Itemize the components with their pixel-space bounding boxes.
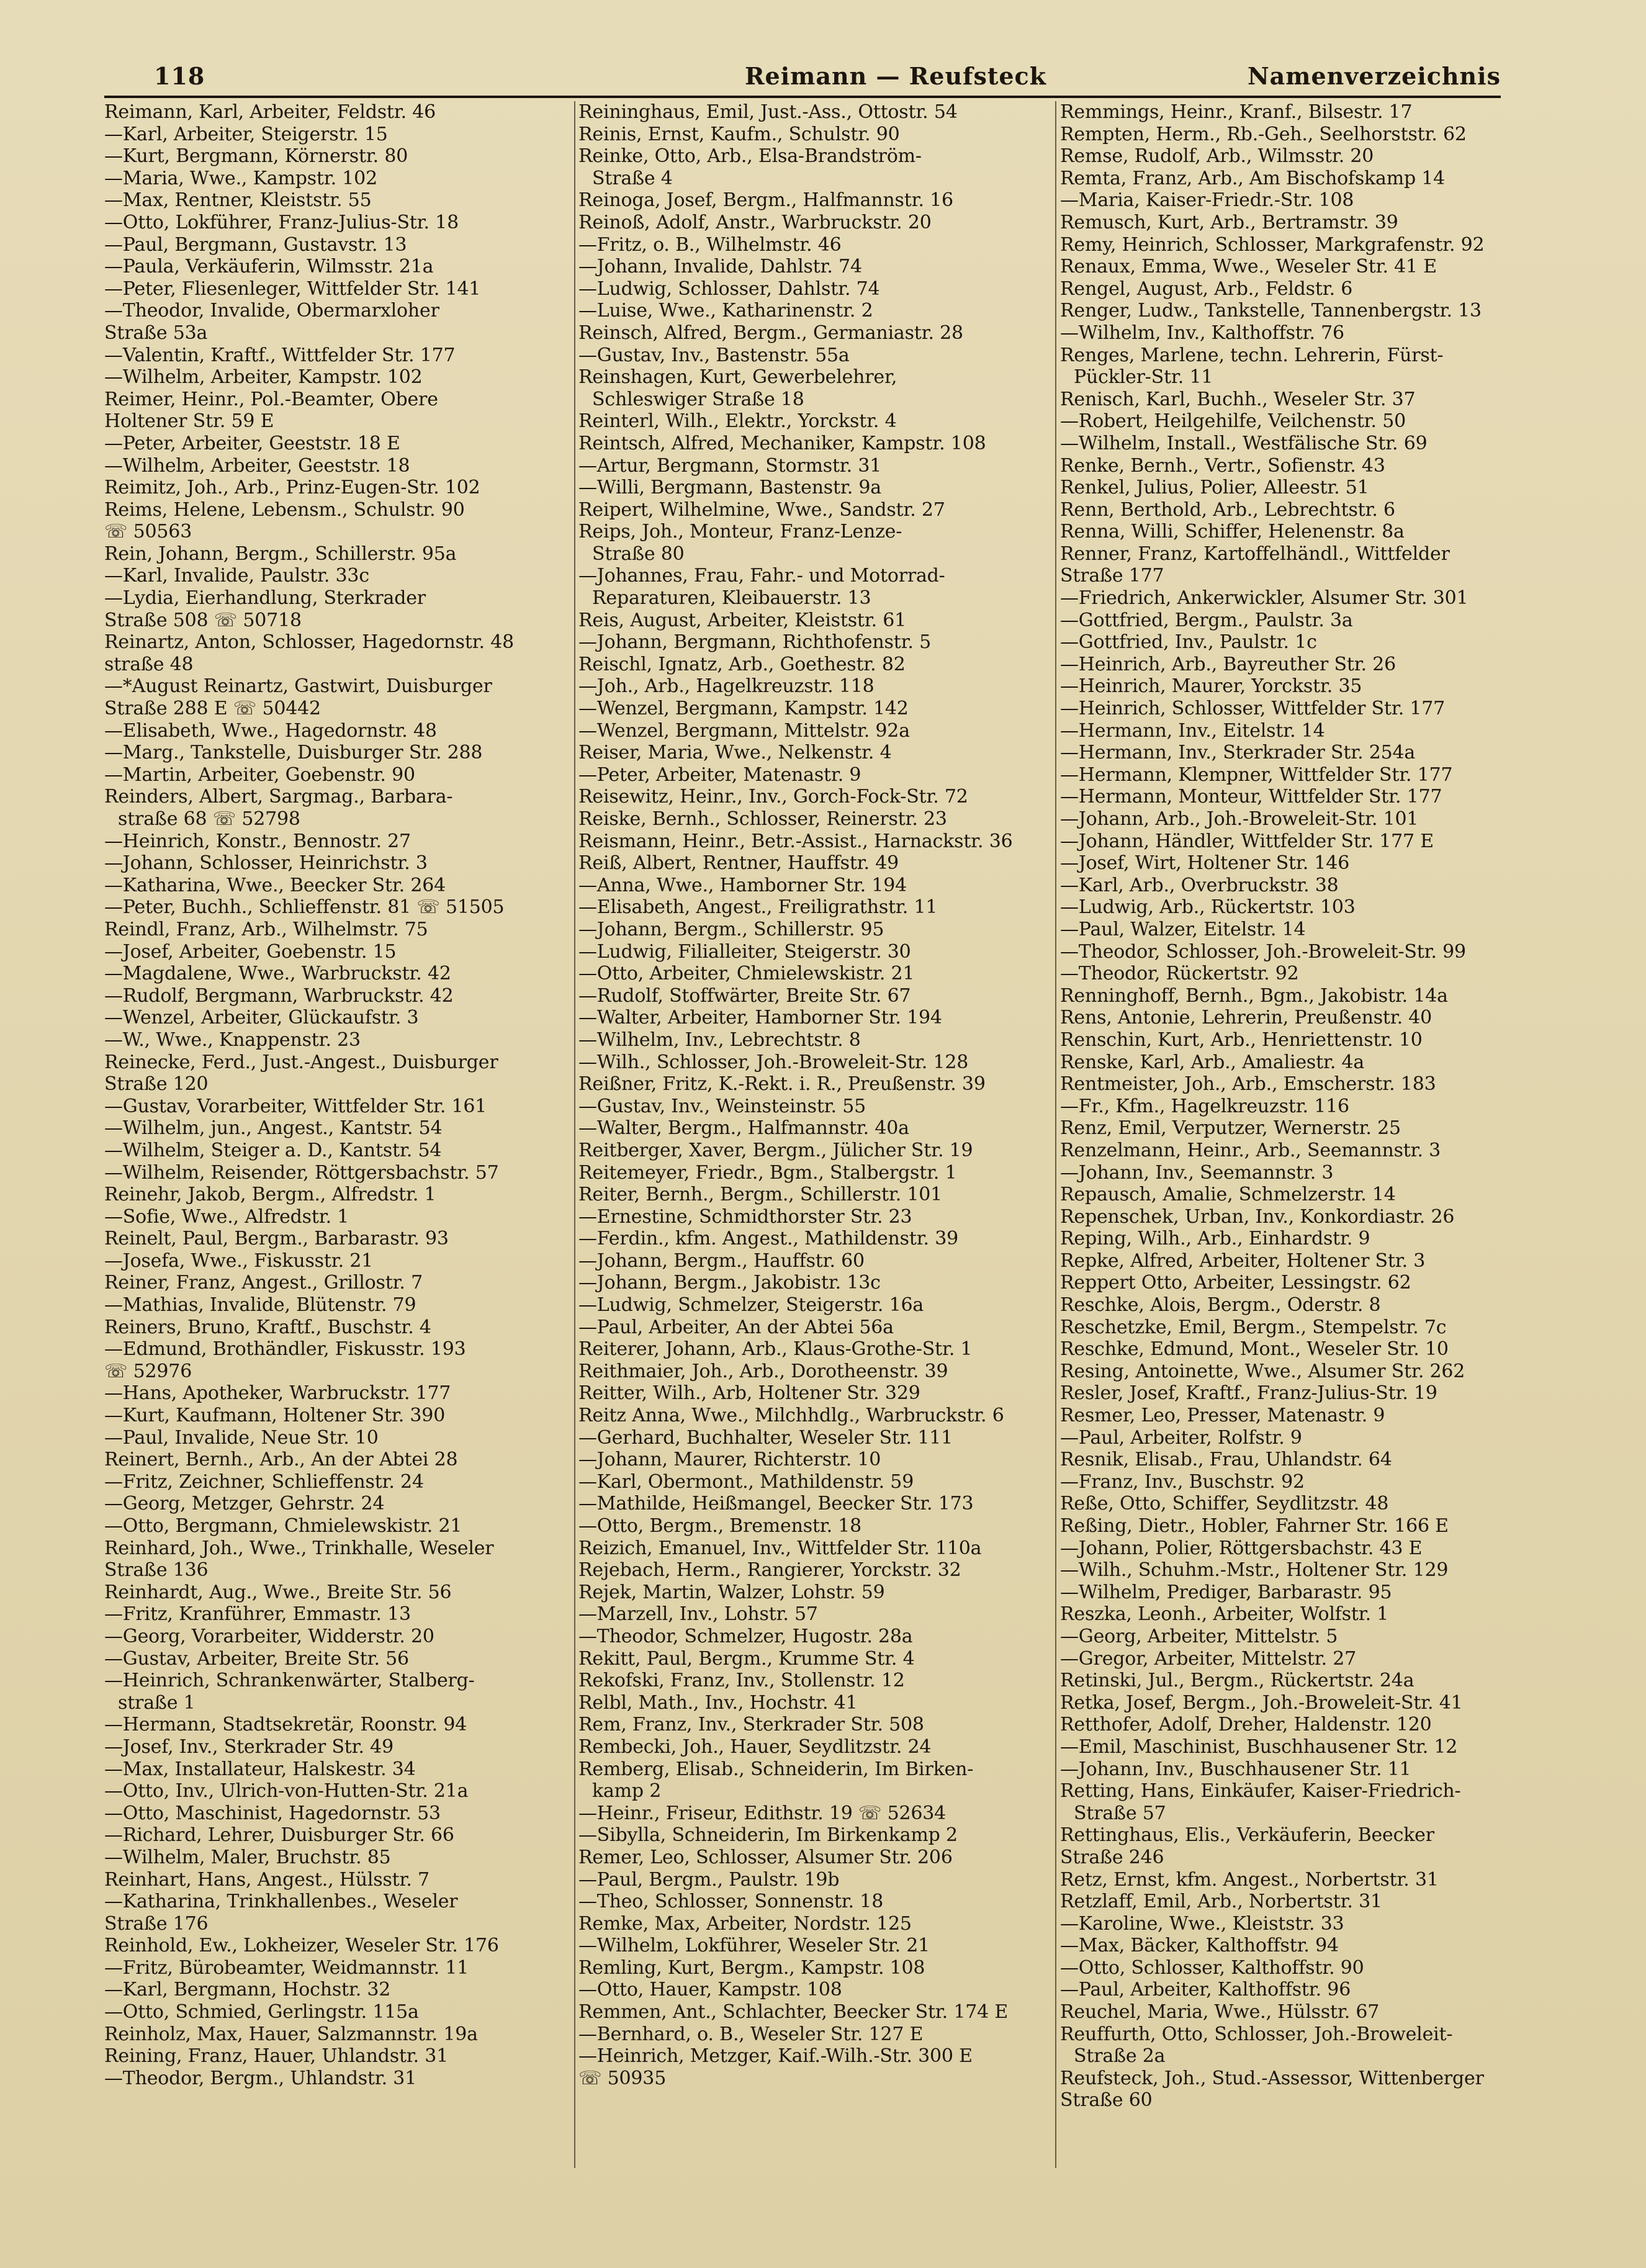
directory-entry-line: —Ludwig, Filialleiter, Steigerstr. 30 bbox=[578, 940, 911, 963]
directory-entry-line: Reinsch, Alfred, Bergm., Germaniastr. 28 bbox=[578, 322, 963, 344]
directory-entry-line: Renger, Ludw., Tankstelle, Tannenbergstr. 13 bbox=[1060, 300, 1482, 322]
directory-entry-line: —Wenzel, Arbeiter, Glückaufstr. 3 bbox=[104, 1007, 419, 1029]
directory-entry-line: —Otto, Arbeiter, Chmielewskistr. 21 bbox=[578, 963, 915, 985]
directory-entry-line: —*August Reinartz, Gastwirt, Duisburger bbox=[104, 675, 492, 698]
directory-entry-line: Reis, August, Arbeiter, Kleiststr. 61 bbox=[578, 609, 907, 631]
directory-entry-line: Straße 177 bbox=[1060, 565, 1164, 587]
directory-entry-line: —Johann, Arb., Joh.-Broweleit-Str. 101 bbox=[1060, 808, 1419, 830]
directory-entry-line: —Paul, Arbeiter, Rolfstr. 9 bbox=[1060, 1426, 1302, 1449]
directory-entry-line: Reimann, Karl, Arbeiter, Feldstr. 46 bbox=[104, 101, 436, 123]
directory-entry-line: Retz, Ernst, kfm. Angest., Norbertstr. 31 bbox=[1060, 1868, 1439, 1891]
header-rule bbox=[104, 96, 1501, 98]
directory-entry-line: Reinshagen, Kurt, Gewerbelehrer, bbox=[578, 366, 897, 389]
directory-entry-line: Reppert Otto, Arbeiter, Lessingstr. 62 bbox=[1060, 1272, 1411, 1294]
directory-entry-line: —Otto, Lokführer, Franz-Julius-Str. 18 bbox=[104, 211, 459, 233]
directory-entry-line: Renninghoff, Bernh., Bgm., Jakobistr. 14a bbox=[1060, 984, 1448, 1007]
directory-entry-line: Holtener Str. 59 E bbox=[104, 410, 274, 433]
directory-entry-line: —Johann, Schlosser, Heinrichstr. 3 bbox=[104, 852, 428, 875]
directory-entry-line: Reims, Helene, Lebensm., Schulstr. 90 bbox=[104, 498, 465, 521]
directory-entry-line: —Paul, Walzer, Eitelstr. 14 bbox=[1060, 918, 1306, 940]
directory-entry-line: Remberg, Elisab., Schneiderin, Im Birken- bbox=[578, 1758, 974, 1780]
directory-entry-line: Remmings, Heinr., Kranf., Bilsestr. 17 bbox=[1060, 101, 1413, 123]
directory-entry-line: Reßing, Dietr., Hobler, Fahrner Str. 166 E bbox=[1060, 1515, 1449, 1537]
directory-entry-line: —Wilhelm, Prediger, Barbarastr. 95 bbox=[1060, 1581, 1392, 1603]
directory-entry-line: —Heinrich, Schrankenwärter, Stalberg- bbox=[104, 1670, 475, 1692]
directory-entry-line: Reipert, Wilhelmine, Wwe., Sandstr. 27 bbox=[578, 498, 945, 521]
directory-entry-line: —Richard, Lehrer, Duisburger Str. 66 bbox=[104, 1824, 454, 1847]
directory-entry-line: —Paul, Arbeiter, An der Abtei 56a bbox=[578, 1316, 894, 1338]
directory-entry-line: —Franz, Inv., Buschstr. 92 bbox=[1060, 1470, 1305, 1493]
directory-entry-line: —Wilhelm, Arbeiter, Kampstr. 102 bbox=[104, 366, 423, 389]
directory-entry-line: —Robert, Heilgehilfe, Veilchenstr. 50 bbox=[1060, 410, 1406, 433]
directory-entry-line: straße 1 bbox=[118, 1691, 196, 1714]
directory-entry-line: —Fritz, Bürobeamter, Weidmannstr. 11 bbox=[104, 1956, 469, 1979]
directory-entry-line: Renn, Berthold, Arb., Lebrechtstr. 6 bbox=[1060, 498, 1395, 521]
directory-entry-line: —Edmund, Brothändler, Fiskusstr. 193 bbox=[104, 1338, 466, 1361]
section-title: Namenverzeichnis bbox=[1247, 62, 1501, 90]
directory-entry-line: —Kurt, Bergmann, Körnerstr. 80 bbox=[104, 145, 408, 168]
directory-entry-line: Remer, Leo, Schlosser, Alsumer Str. 206 bbox=[578, 1846, 953, 1868]
directory-entry-line: —Josef, Arbeiter, Goebenstr. 15 bbox=[104, 940, 397, 963]
directory-entry-line: —Johann, Inv., Seemannstr. 3 bbox=[1060, 1161, 1334, 1184]
directory-entry-line: —Marzell, Inv., Lohstr. 57 bbox=[578, 1603, 818, 1626]
directory-entry-line: —Hermann, Monteur, Wittfelder Str. 177 bbox=[1060, 786, 1442, 808]
directory-entry-line: Straße 246 bbox=[1060, 1846, 1164, 1868]
directory-entry-line: —Johann, Inv., Buschhausener Str. 11 bbox=[1060, 1758, 1411, 1780]
directory-entry-line: Rejebach, Herm., Rangierer, Yorckstr. 32 bbox=[578, 1559, 961, 1582]
directory-entry-line: —Johann, Bergm., Hauffstr. 60 bbox=[578, 1249, 865, 1272]
directory-entry-line: —Peter, Fliesenleger, Wittfelder Str. 141 bbox=[104, 277, 481, 300]
directory-entry-line: Rembecki, Joh., Hauer, Seydlitzstr. 24 bbox=[578, 1735, 932, 1758]
directory-entry-line: —Georg, Vorarbeiter, Widderstr. 20 bbox=[104, 1625, 434, 1647]
directory-entry-line: —Heinrich, Arb., Bayreuther Str. 26 bbox=[1060, 653, 1396, 675]
directory-entry-line: —Anna, Wwe., Hamborner Str. 194 bbox=[578, 874, 907, 896]
directory-entry-line: —Fritz, Kranführer, Emmastr. 13 bbox=[104, 1603, 411, 1626]
directory-entry-line: —Gustav, Inv., Bastenstr. 55a bbox=[578, 344, 850, 366]
directory-entry-line: Remke, Max, Arbeiter, Nordstr. 125 bbox=[578, 1912, 912, 1935]
directory-entry-line: Repke, Alfred, Arbeiter, Holtener Str. 3 bbox=[1060, 1249, 1426, 1272]
directory-entry-line: Rejek, Martin, Walzer, Lohstr. 59 bbox=[578, 1581, 885, 1603]
directory-entry-line: —Hermann, Stadtsekretär, Roonstr. 94 bbox=[104, 1714, 467, 1736]
directory-entry-line: —Elisabeth, Wwe., Hagedornstr. 48 bbox=[104, 719, 437, 742]
directory-entry-line: Straße 60 bbox=[1060, 2089, 1153, 2112]
directory-entry-line: Reinis, Ernst, Kaufm., Schulstr. 90 bbox=[578, 123, 900, 145]
directory-entry-line: —Max, Installateur, Halskestr. 34 bbox=[104, 1758, 416, 1780]
directory-entry-line: straße 68 ☏ 52798 bbox=[118, 808, 300, 830]
directory-entry-line: Reping, Wilh., Arb., Einhardstr. 9 bbox=[1060, 1228, 1370, 1250]
directory-entry-line: Straße 508 ☏ 50718 bbox=[104, 609, 302, 631]
directory-entry-line: Reinert, Bernh., Arb., An der Abtei 28 bbox=[104, 1449, 458, 1471]
directory-entry-line: —Gerhard, Buchhalter, Weseler Str. 111 bbox=[578, 1426, 953, 1449]
directory-entry-line: —Hermann, Klempner, Wittfelder Str. 177 bbox=[1060, 763, 1453, 786]
directory-entry-line: Renisch, Karl, Buchh., Weseler Str. 37 bbox=[1060, 388, 1416, 410]
directory-entry-line: Remy, Heinrich, Schlosser, Markgrafenstr. 92 bbox=[1060, 233, 1485, 256]
column-1 bbox=[104, 101, 570, 2168]
directory-entry-line: —Wenzel, Bergmann, Mittelstr. 92a bbox=[578, 719, 910, 742]
directory-entry-line: —Hermann, Inv., Eitelstr. 14 bbox=[1060, 719, 1325, 742]
directory-entry-line: Reinke, Otto, Arb., Elsa-Brandström- bbox=[578, 145, 922, 168]
directory-entry-line: Reiske, Bernh., Schlosser, Reinerstr. 23 bbox=[578, 808, 947, 830]
directory-entry-line: Renges, Marlene, techn. Lehrerin, Fürst- bbox=[1060, 344, 1444, 366]
directory-entry-line: —Wilhelm, Inv., Lebrechtstr. 8 bbox=[578, 1028, 861, 1051]
directory-entry-line: —Marg., Tankstelle, Duisburger Str. 288 bbox=[104, 742, 483, 764]
directory-entry-line: —Max, Bäcker, Kalthoffstr. 94 bbox=[1060, 1935, 1339, 1957]
directory-entry-line: Renzelmann, Heinr., Arb., Seemannstr. 3 bbox=[1060, 1139, 1441, 1161]
directory-entry-line: Remmen, Ant., Schlachter, Beecker Str. 174 E bbox=[578, 2001, 1009, 2023]
directory-entry-line: Rettinghaus, Elis., Verkäuferin, Beecker bbox=[1060, 1824, 1434, 1847]
directory-entry-line: —Georg, Metzger, Gehrstr. 24 bbox=[104, 1493, 385, 1515]
directory-entry-line: —Wilhelm, Steiger a. D., Kantstr. 54 bbox=[104, 1139, 442, 1161]
directory-entry-line: Reschke, Alois, Bergm., Oderstr. 8 bbox=[1060, 1294, 1381, 1316]
directory-entry-line: Remta, Franz, Arb., Am Bischofskamp 14 bbox=[1060, 167, 1446, 189]
directory-entry-line: Straße 288 E ☏ 50442 bbox=[104, 698, 321, 720]
directory-entry-line: Renke, Bernh., Vertr., Sofienstr. 43 bbox=[1060, 454, 1385, 477]
directory-entry-line: —Artur, Bergmann, Stormstr. 31 bbox=[578, 454, 882, 477]
directory-entry-line: kamp 2 bbox=[592, 1780, 662, 1802]
directory-entry-line: Reinoß, Adolf, Anstr., Warbruckstr. 20 bbox=[578, 211, 932, 233]
directory-entry-line: Reiß, Albert, Rentner, Hauffstr. 49 bbox=[578, 852, 899, 875]
directory-entry-line: —Gottfried, Bergm., Paulstr. 3a bbox=[1060, 609, 1353, 631]
directory-entry-line: —Lydia, Eierhandlung, Sterkrader bbox=[104, 587, 426, 610]
directory-entry-line: Resler, Josef, Kraftf., Franz-Julius-Str. 19 bbox=[1060, 1382, 1437, 1405]
directory-entry-line: —Gregor, Arbeiter, Mittelstr. 27 bbox=[1060, 1647, 1357, 1670]
directory-entry-line: —Sofie, Wwe., Alfredstr. 1 bbox=[104, 1205, 349, 1228]
directory-entry-line: —Maria, Kaiser-Friedr.-Str. 108 bbox=[1060, 189, 1354, 212]
directory-entry-line: —Otto, Maschinist, Hagedornstr. 53 bbox=[104, 1802, 441, 1824]
directory-entry-line: —Georg, Arbeiter, Mittelstr. 5 bbox=[1060, 1625, 1338, 1647]
directory-entry-line: —Johann, Invalide, Dahlstr. 74 bbox=[578, 256, 862, 278]
directory-entry-line: —Gustav, Arbeiter, Breite Str. 56 bbox=[104, 1647, 409, 1670]
directory-entry-line: Reinders, Albert, Sargmag., Barbara- bbox=[104, 786, 453, 808]
directory-entry-line: —Wilhelm, Arbeiter, Geeststr. 18 bbox=[104, 454, 410, 477]
directory-entry-line: —Otto, Hauer, Kampstr. 108 bbox=[578, 1979, 842, 2001]
directory-entry-line: straße 48 bbox=[104, 653, 194, 675]
directory-entry-line: —Heinrich, Maurer, Yorckstr. 35 bbox=[1060, 675, 1362, 698]
directory-entry-line: Remusch, Kurt, Arb., Bertramstr. 39 bbox=[1060, 211, 1398, 233]
directory-entry-line: —Otto, Schlosser, Kalthoffstr. 90 bbox=[1060, 1956, 1364, 1979]
directory-entry-line: Reismann, Heinr., Betr.-Assist., Harnackstr. 36 bbox=[578, 830, 1013, 852]
directory-entry-line: —Josef, Wirt, Holtener Str. 146 bbox=[1060, 852, 1350, 875]
directory-entry-line: —Joh., Arb., Hagelkreuzstr. 118 bbox=[578, 675, 875, 698]
directory-entry-line: —Heinrich, Schlosser, Wittfelder Str. 177 bbox=[1060, 698, 1446, 720]
directory-entry-line: Retthofer, Adolf, Dreher, Haldenstr. 120 bbox=[1060, 1714, 1432, 1736]
directory-entry-line: —Karl, Arbeiter, Steigerstr. 15 bbox=[104, 123, 388, 145]
column-3 bbox=[1060, 101, 1526, 2168]
directory-entry-line: Reuchel, Maria, Wwe., Hülsstr. 67 bbox=[1060, 2001, 1380, 2023]
directory-entry-line: Reiterer, Johann, Arb., Klaus-Grothe-Str. 1 bbox=[578, 1338, 973, 1361]
directory-entry-line: Reinecke, Ferd., Just.-Angest., Duisburger bbox=[104, 1051, 498, 1073]
directory-entry-line: —Karl, Invalide, Paulstr. 33c bbox=[104, 565, 369, 587]
directory-entry-line: —Wilhelm, Inv., Kalthoffstr. 76 bbox=[1060, 322, 1344, 344]
directory-entry-line: —Wilhelm, Maler, Bruchstr. 85 bbox=[104, 1846, 391, 1868]
page-number: 118 bbox=[154, 62, 205, 90]
directory-entry-line: Reuffurth, Otto, Schlosser, Joh.-Broweleit- bbox=[1060, 2023, 1453, 2045]
directory-entry-line: Retinski, Jul., Bergm., Rückertstr. 24a bbox=[1060, 1670, 1414, 1692]
directory-entry-line: —Hermann, Inv., Sterkrader Str. 254a bbox=[1060, 742, 1416, 764]
directory-entry-line: —Wilhelm, Install., Westfälische Str. 69 bbox=[1060, 432, 1428, 454]
directory-entry-line: Retka, Josef, Bergm., Joh.-Broweleit-Str. 41 bbox=[1060, 1691, 1463, 1714]
directory-entry-line: —Johann, Bergmann, Richthofenstr. 5 bbox=[578, 631, 931, 654]
directory-entry-line: Straße 80 bbox=[592, 542, 685, 565]
directory-entry-line: —Heinrich, Metzger, Kaif.-Wilh.-Str. 300 E bbox=[578, 2045, 973, 2068]
directory-entry-line: —Willi, Bergmann, Bastenstr. 9a bbox=[578, 477, 881, 499]
directory-entry-line: —Gustav, Inv., Weinsteinstr. 55 bbox=[578, 1095, 866, 1117]
directory-entry-line: Remse, Rudolf, Arb., Wilmsstr. 20 bbox=[1060, 145, 1374, 168]
directory-entry-line: —Peter, Arbeiter, Geeststr. 18 E bbox=[104, 432, 400, 454]
directory-entry-line: Straße 176 bbox=[104, 1912, 209, 1935]
directory-entry-line: —Martin, Arbeiter, Goebenstr. 90 bbox=[104, 763, 415, 786]
directory-entry-line: Pückler-Str. 11 bbox=[1074, 366, 1213, 389]
directory-entry-line: Reinoga, Josef, Bergm., Halfmannstr. 16 bbox=[578, 189, 953, 212]
directory-entry-line: Reißner, Fritz, K.-Rekt. i. R., Preußenstr. 39 bbox=[578, 1073, 986, 1096]
name-range: Reimann — Reufsteck bbox=[744, 62, 1047, 90]
directory-entry-line: —Johannes, Frau, Fahr.- und Motorrad- bbox=[578, 565, 945, 587]
directory-entry-line: —Paula, Verkäuferin, Wilmsstr. 21a bbox=[104, 256, 434, 278]
directory-entry-line: —Luise, Wwe., Katharinenstr. 2 bbox=[578, 300, 873, 322]
directory-entry-line: —Rudolf, Stoffwärter, Breite Str. 67 bbox=[578, 984, 911, 1007]
directory-entry-line: —Rudolf, Bergmann, Warbruckstr. 42 bbox=[104, 984, 454, 1007]
directory-entry-line: Repenschek, Urban, Inv., Konkordiastr. 26 bbox=[1060, 1205, 1455, 1228]
directory-entry-line: —Karl, Bergmann, Hochstr. 32 bbox=[104, 1979, 391, 2001]
directory-entry-line: —Wilh., Schuhm.-Mstr., Holtener Str. 129 bbox=[1060, 1559, 1449, 1582]
directory-entry-line: Renkel, Julius, Polier, Alleestr. 51 bbox=[1060, 477, 1369, 499]
directory-entry-line: Rempten, Herm., Rb.-Geh., Seelhorststr. 62 bbox=[1060, 123, 1467, 145]
directory-entry-line: —Ferdin., kfm. Angest., Mathildenstr. 39 bbox=[578, 1228, 958, 1250]
directory-entry-line: Reinterl, Wilh., Elektr., Yorckstr. 4 bbox=[578, 410, 897, 433]
directory-entry-line: Rentmeister, Joh., Arb., Emscherstr. 183 bbox=[1060, 1073, 1436, 1096]
directory-entry-line: —Wilhelm, jun., Angest., Kantstr. 54 bbox=[104, 1117, 443, 1140]
directory-entry-line: —Walter, Arbeiter, Hamborner Str. 194 bbox=[578, 1007, 942, 1029]
directory-entry-line: Reße, Otto, Schiffer, Seydlitzstr. 48 bbox=[1060, 1493, 1389, 1515]
directory-entry-line: —Theodor, Bergm., Uhlandstr. 31 bbox=[104, 2067, 417, 2089]
directory-entry-line: —Magdalene, Wwe., Warbruckstr. 42 bbox=[104, 963, 451, 985]
directory-entry-line: —Theodor, Invalide, Obermarxloher bbox=[104, 300, 439, 322]
directory-entry-line: —Wilh., Schlosser, Joh.-Broweleit-Str. 128 bbox=[578, 1051, 969, 1073]
directory-entry-line: —Johann, Polier, Röttgersbachstr. 43 E bbox=[1060, 1537, 1423, 1559]
directory-entry-line: Retzlaff, Emil, Arb., Norbertstr. 31 bbox=[1060, 1891, 1382, 1913]
directory-entry-line: Reitz Anna, Wwe., Milchhdlg., Warbruckstr. 6 bbox=[578, 1405, 1004, 1427]
directory-entry-line: Reiser, Maria, Wwe., Nelkenstr. 4 bbox=[578, 742, 892, 764]
directory-entry-line: Rens, Antonie, Lehrerin, Preußenstr. 40 bbox=[1060, 1007, 1432, 1029]
directory-entry-line: —Hans, Apotheker, Warbruckstr. 177 bbox=[104, 1382, 451, 1405]
directory-entry-line: Reithmaier, Joh., Arb., Dorotheenstr. 39 bbox=[578, 1360, 948, 1382]
directory-entry-line: —Paul, Invalide, Neue Str. 10 bbox=[104, 1426, 379, 1449]
directory-entry-line: —Mathias, Invalide, Blütenstr. 79 bbox=[104, 1294, 416, 1316]
directory-entry-line: Retting, Hans, Einkäufer, Kaiser-Friedrich- bbox=[1060, 1780, 1461, 1802]
directory-entry-line: ☏ 52976 bbox=[104, 1360, 192, 1382]
directory-entry-line: —Theodor, Schlosser, Joh.-Broweleit-Str. 99 bbox=[1060, 940, 1466, 963]
directory-entry-line: —Johann, Bergm., Schillerstr. 95 bbox=[578, 918, 884, 940]
directory-entry-line: —Sibylla, Schneiderin, Im Birkenkamp 2 bbox=[578, 1824, 958, 1847]
directory-entry-line: Resnik, Elisab., Frau, Uhlandstr. 64 bbox=[1060, 1449, 1392, 1471]
directory-entry-line: Resing, Antoinette, Wwe., Alsumer Str. 262 bbox=[1060, 1360, 1465, 1382]
directory-entry-line: Reimer, Heinr., Pol.-Beamter, Obere bbox=[104, 388, 438, 410]
directory-entry-line: —Fr., Kfm., Hagelkreuzstr. 116 bbox=[1060, 1095, 1349, 1117]
directory-entry-line: Straße 57 bbox=[1074, 1802, 1166, 1824]
directory-entry-line: —Wilhelm, Reisender, Röttgersbachstr. 57 bbox=[104, 1161, 499, 1184]
directory-entry-line: —Max, Rentner, Kleiststr. 55 bbox=[104, 189, 372, 212]
directory-entry-line: Resmer, Leo, Presser, Matenastr. 9 bbox=[1060, 1405, 1385, 1427]
directory-entry-line: —Heinrich, Konstr., Bennostr. 27 bbox=[104, 830, 411, 852]
directory-entry-line: Reiners, Bruno, Kraftf., Buschstr. 4 bbox=[104, 1316, 431, 1338]
directory-entry-line: —Otto, Schmied, Gerlingstr. 115a bbox=[104, 2001, 419, 2023]
directory-entry-line: Reinehr, Jakob, Bergm., Alfredstr. 1 bbox=[104, 1184, 436, 1206]
directory-entry-line: Straße 136 bbox=[104, 1559, 209, 1582]
directory-entry-line: Reining, Franz, Hauer, Uhlandstr. 31 bbox=[104, 2045, 449, 2068]
directory-entry-line: —Bernhard, o. B., Weseler Str. 127 E bbox=[578, 2023, 924, 2045]
directory-entry-line: —Karl, Arb., Overbruckstr. 38 bbox=[1060, 874, 1339, 896]
directory-entry-line: —Gustav, Vorarbeiter, Wittfelder Str. 161 bbox=[104, 1095, 487, 1117]
directory-entry-line: —Johann, Bergm., Jakobistr. 13c bbox=[578, 1272, 881, 1294]
directory-entry-line: Rekofski, Franz, Inv., Stollenstr. 12 bbox=[578, 1670, 905, 1692]
directory-entry-line: —Otto, Inv., Ulrich-von-Hutten-Str. 21a bbox=[104, 1780, 469, 1802]
directory-entry-line: Renaux, Emma, Wwe., Weseler Str. 41 E bbox=[1060, 256, 1437, 278]
directory-entry-line: —Theodor, Rückertstr. 92 bbox=[1060, 963, 1299, 985]
directory-entry-line: Reschke, Edmund, Mont., Weseler Str. 10 bbox=[1060, 1338, 1449, 1361]
directory-entry-line: Reufsteck, Joh., Stud.-Assessor, Wittenberger bbox=[1060, 2067, 1484, 2089]
directory-entry-line: —Mathilde, Heißmangel, Beecker Str. 173 bbox=[578, 1493, 974, 1515]
directory-entry-line: Reinelt, Paul, Bergm., Barbarastr. 93 bbox=[104, 1228, 449, 1250]
directory-entry-line: Reintsch, Alfred, Mechaniker, Kampstr. 108 bbox=[578, 432, 986, 454]
directory-entry-line: —Paul, Bergmann, Gustavstr. 13 bbox=[104, 233, 407, 256]
directory-entry-line: Reinhard, Joh., Wwe., Trinkhalle, Weseler bbox=[104, 1537, 494, 1559]
directory-entry-line: Reinhardt, Aug., Wwe., Breite Str. 56 bbox=[104, 1581, 452, 1603]
directory-entry-line: Reisewitz, Heinr., Inv., Gorch-Fock-Str. 72 bbox=[578, 786, 968, 808]
directory-entry-line: —Theodor, Schmelzer, Hugostr. 28a bbox=[578, 1625, 913, 1647]
directory-entry-line: Reitemeyer, Friedr., Bgm., Stalbergstr. 1 bbox=[578, 1161, 957, 1184]
directory-entry-line: —Heinr., Friseur, Edithstr. 19 ☏ 52634 bbox=[578, 1802, 947, 1824]
directory-entry-line: Renz, Emil, Verputzer, Wernerstr. 25 bbox=[1060, 1117, 1401, 1140]
directory-entry-line: Reinartz, Anton, Schlosser, Hagedornstr. 48 bbox=[104, 631, 514, 654]
page-header bbox=[104, 62, 1501, 98]
directory-entry-line: —Walter, Bergm., Halfmannstr. 40a bbox=[578, 1117, 909, 1140]
directory-entry-line: Rengel, August, Arb., Feldstr. 6 bbox=[1060, 277, 1353, 300]
directory-entry-line: Straße 2a bbox=[1074, 2045, 1166, 2068]
directory-entry-line: Reimitz, Joh., Arb., Prinz-Eugen-Str. 102 bbox=[104, 477, 480, 499]
directory-entry-line: —Theo, Schlosser, Sonnenstr. 18 bbox=[578, 1891, 884, 1913]
directory-entry-line: —Karoline, Wwe., Kleiststr. 33 bbox=[1060, 1912, 1344, 1935]
directory-entry-line: —Ludwig, Schlosser, Dahlstr. 74 bbox=[578, 277, 880, 300]
directory-entry-line: —Karl, Obermont., Mathildenstr. 59 bbox=[578, 1470, 914, 1493]
directory-entry-line: —Maria, Wwe., Kampstr. 102 bbox=[104, 167, 377, 189]
directory-entry-line: Reindl, Franz, Arb., Wilhelmstr. 75 bbox=[104, 918, 428, 940]
directory-entry-line: —Paul, Arbeiter, Kalthoffstr. 96 bbox=[1060, 1979, 1351, 2001]
directory-entry-line: —Johann, Händler, Wittfelder Str. 177 E bbox=[1060, 830, 1434, 852]
directory-entry-line: —Friedrich, Ankerwickler, Alsumer Str. 301 bbox=[1060, 587, 1468, 610]
directory-entry-line: Reinholz, Max, Hauer, Salzmannstr. 19a bbox=[104, 2023, 478, 2045]
directory-entry-line: Remling, Kurt, Bergm., Kampstr. 108 bbox=[578, 1956, 925, 1979]
directory-entry-line: Reiner, Franz, Angest., Grillostr. 7 bbox=[104, 1272, 423, 1294]
directory-entry-line: —Otto, Bergmann, Chmielewskistr. 21 bbox=[104, 1515, 462, 1537]
directory-entry-line: Schleswiger Straße 18 bbox=[592, 388, 804, 410]
directory-entry-line: —Fritz, o. B., Wilhelmstr. 46 bbox=[578, 233, 842, 256]
directory-entry-line: —Fritz, Zeichner, Schlieffenstr. 24 bbox=[104, 1470, 424, 1493]
directory-entry-line: Reinhart, Hans, Angest., Hülsstr. 7 bbox=[104, 1868, 429, 1891]
directory-entry-line: Renner, Franz, Kartoffelhändl., Wittfelder bbox=[1060, 542, 1450, 565]
directory-entry-line: Straße 53a bbox=[104, 322, 208, 344]
directory-entry-line: ☏ 50563 bbox=[104, 521, 192, 543]
directory-entry-line: Renschin, Kurt, Arb., Henriettenstr. 10 bbox=[1060, 1028, 1423, 1051]
directory-entry-line: Reischl, Ignatz, Arb., Goethestr. 82 bbox=[578, 653, 906, 675]
directory-entry-line: Renske, Karl, Arb., Amaliestr. 4a bbox=[1060, 1051, 1365, 1073]
directory-entry-line: —Wenzel, Bergmann, Kampstr. 142 bbox=[578, 698, 909, 720]
directory-entry-line: Reschetzke, Emil, Bergm., Stempelstr. 7c bbox=[1060, 1316, 1447, 1338]
directory-entry-line: —Ludwig, Arb., Rückertstr. 103 bbox=[1060, 896, 1356, 919]
directory-entry-line: Repausch, Amalie, Schmelzerstr. 14 bbox=[1060, 1184, 1396, 1206]
directory-entry-line: Reitberger, Xaver, Bergm., Jülicher Str. 19 bbox=[578, 1139, 973, 1161]
directory-entry-line: Rein, Johann, Bergm., Schillerstr. 95a bbox=[104, 542, 457, 565]
directory-entry-line: —Peter, Buchh., Schlieffenstr. 81 ☏ 51505 bbox=[104, 896, 505, 919]
column-divider bbox=[1055, 101, 1056, 2168]
directory-entry-line: Reininghaus, Emil, Just.-Ass., Ottostr. 54 bbox=[578, 101, 958, 123]
directory-entry-line: —Johann, Maurer, Richterstr. 10 bbox=[578, 1449, 881, 1471]
directory-entry-line: —Peter, Arbeiter, Matenastr. 9 bbox=[578, 763, 861, 786]
directory-entry-line: —Ernestine, Schmidthorster Str. 23 bbox=[578, 1205, 912, 1228]
directory-entry-line: —Wilhelm, Lokführer, Weseler Str. 21 bbox=[578, 1935, 930, 1957]
directory-entry-line: Rekitt, Paul, Bergm., Krumme Str. 4 bbox=[578, 1647, 915, 1670]
directory-entry-line: Rem, Franz, Inv., Sterkrader Str. 508 bbox=[578, 1714, 924, 1736]
directory-entry-line: —Paul, Bergm., Paulstr. 19b bbox=[578, 1868, 840, 1891]
directory-entry-line: Reips, Joh., Monteur, Franz-Lenze- bbox=[578, 521, 902, 543]
directory-entry-line: Reparaturen, Kleibauerstr. 13 bbox=[592, 587, 871, 610]
directory-entry-line: —Otto, Bergm., Bremenstr. 18 bbox=[578, 1515, 862, 1537]
directory-entry-line: Reiter, Bernh., Bergm., Schillerstr. 101 bbox=[578, 1184, 943, 1206]
directory-entry-line: —Ludwig, Schmelzer, Steigerstr. 16a bbox=[578, 1294, 924, 1316]
directory-entry-line: —Emil, Maschinist, Buschhausener Str. 12 bbox=[1060, 1735, 1458, 1758]
directory-entry-line: —Katharina, Wwe., Beecker Str. 264 bbox=[104, 874, 446, 896]
directory-entry-line: —Valentin, Kraftf., Wittfelder Str. 177 bbox=[104, 344, 456, 366]
directory-entry-line: Straße 4 bbox=[592, 167, 673, 189]
directory-entry-line: Relbl, Math., Inv., Hochstr. 41 bbox=[578, 1691, 858, 1714]
directory-entry-line: —Katharina, Trinkhallenbes., Weseler bbox=[104, 1891, 458, 1913]
directory-entry-line: —Josef, Inv., Sterkrader Str. 49 bbox=[104, 1735, 394, 1758]
directory-entry-line: ☏ 50935 bbox=[578, 2067, 667, 2089]
column-2 bbox=[578, 101, 1044, 2168]
directory-entry-line: —Gottfried, Inv., Paulstr. 1c bbox=[1060, 631, 1317, 654]
directory-entry-line: Reszka, Leonh., Arbeiter, Wolfstr. 1 bbox=[1060, 1603, 1389, 1626]
directory-entry-line: Reitter, Wilh., Arb, Holtener Str. 329 bbox=[578, 1382, 920, 1405]
directory-entry-line: Renna, Willi, Schiffer, Helenenstr. 8a bbox=[1060, 521, 1405, 543]
column-divider bbox=[574, 101, 575, 2168]
directory-entry-line: Straße 120 bbox=[104, 1073, 209, 1096]
directory-entry-line: Reizich, Emanuel, Inv., Wittfelder Str. 110a bbox=[578, 1537, 982, 1559]
directory-entry-line: —Elisabeth, Angest., Freiligrathstr. 11 bbox=[578, 896, 938, 919]
directory-entry-line: Reinhold, Ew., Lokheizer, Weseler Str. 176 bbox=[104, 1935, 499, 1957]
directory-entry-line: —Kurt, Kaufmann, Holtener Str. 390 bbox=[104, 1405, 446, 1427]
directory-entry-line: —Josefa, Wwe., Fiskusstr. 21 bbox=[104, 1249, 374, 1272]
directory-entry-line: —W., Wwe., Knappenstr. 23 bbox=[104, 1028, 361, 1051]
